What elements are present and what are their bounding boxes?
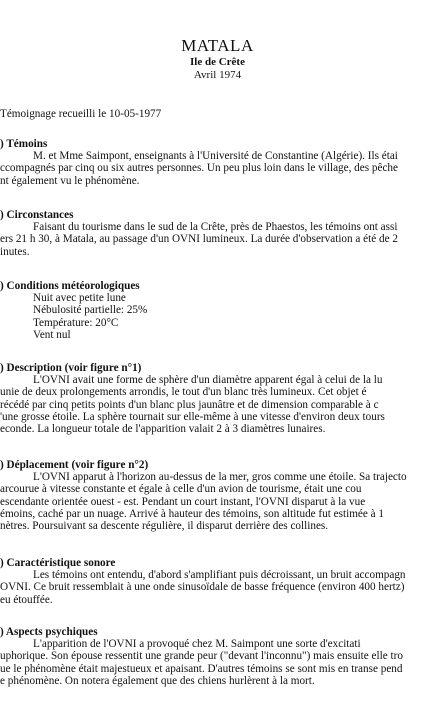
paragraph-line: nt également vu le phénomène. [0,174,140,187]
section-heading: ) Caractéristique sonore [0,557,116,569]
paragraph-line: escendante orientée ouest - est. Pendant un court instant, l'OVNI disparut à la vue [0,495,366,508]
section-movement [0,459,435,532]
paragraph-line: eu étouffée. [0,593,53,606]
document-title: MATALA [181,36,254,55]
weather-condition: Nébulosité partielle: 25% [33,304,148,317]
paragraph-line: ers 21 h 30, à Matala, au passage d'un OVNI lumineux. La durée d'observation a été de 2 [0,233,398,246]
paragraph-line: L'OVNI avait une forme de sphère d'un diamètre apparent égal à celui de la lu [33,374,383,387]
paragraph-line: arcourue à vitesse constante et égale à celle d'un avion de tourisme, était une cou [0,483,362,496]
section-heading: ) Conditions météorologiques [0,280,140,292]
section-heading: ) Aspects psychiques [0,626,98,638]
paragraph-line: L'OVNI apparut à l'horizon au-dessus de la mer, gros comme une étoile. Sa trajecto [33,471,407,484]
paragraph-line: e phénomène. On notera également que des chiens hurlèrent à la mort. [0,674,315,687]
paragraph-line: nètres. Poursuivant sa descente régulière, il disparut derrière des collines. [0,520,329,533]
section-psychic [0,626,435,687]
section-heading: ) Circonstances [0,209,74,221]
paragraph-line: inutes. [0,245,30,258]
paragraph-line: 'une grosse étoile. La sphère tournait sur elle-même à une vitesse d'environ deux tours [0,410,385,423]
weather-condition: Nuit avec petite lune [33,292,126,305]
paragraph-line: Les témoins ont entendu, d'abord s'amplifiant puis décroissant, un bruit accompagn [33,569,406,582]
weather-condition: Vent nul [33,328,71,341]
testimony-line: Témoignage recueilli le 10-05-1977 [0,108,162,120]
paragraph-line: ccompagnés par cinq ou six autres personnes. Un peu plus loin dans le village, des pêche [0,162,398,175]
paragraph-line: OVNI. Ce bruit ressemblait à une onde sinusoïdale de basse fréquence (environ 400 hertz) [0,581,405,594]
paragraph-line: ue le phénomène était majestueux et apaisant. D'autres témoins se sont mis en transe pend [0,662,403,675]
document-date: Avril 1974 [193,69,242,81]
section-heading: ) Témoins [0,138,48,150]
section-heading: ) Description (voir figure n°1) [0,362,142,374]
paragraph-line: L'apparition de l'OVNI a provoqué chez M. Saimpont une sorte d'excitati [33,638,361,651]
section-description [0,362,435,435]
document-subtitle: Ile de Crête [190,56,245,68]
paragraph-line: M. et Mme Saimpont, enseignants à l'Université de Constantine (Algérie). Ils étai [33,150,398,163]
testimony-date [0,108,435,120]
paragraph-line: unie de deux prolongements arrondis, le tout d'un blanc très lumineux. Cet objet é [0,386,367,399]
paragraph-line: émoins, caché par un nuage. Arrivé à hauteur des témoins, son altitude fut estimée à 1 [0,507,384,520]
paragraph-line: récédé par cinq petits points d'un blanc plus jaunâtre et de dimension comparable à c [0,398,379,411]
paragraph-line: uphorique. Son épouse ressentit une grande peur ("devant l'inconnu") mais ensuite elle tro [0,650,403,663]
section-heading: ) Déplacement (voir figure n°2) [0,459,149,471]
section-sound [0,557,435,606]
section-weather [0,280,435,341]
section-circumstances [0,209,435,258]
weather-condition: Température: 20°C [33,316,119,329]
paragraph-line: econde. La longueur totale de l'apparition valait 2 à 3 diamètres lunaires. [0,423,326,436]
paragraph-line: Faisant du tourisme dans le sud de la Crête, près de Phaestos, les témoins ont assi [33,221,398,234]
section-witnesses [0,138,435,187]
